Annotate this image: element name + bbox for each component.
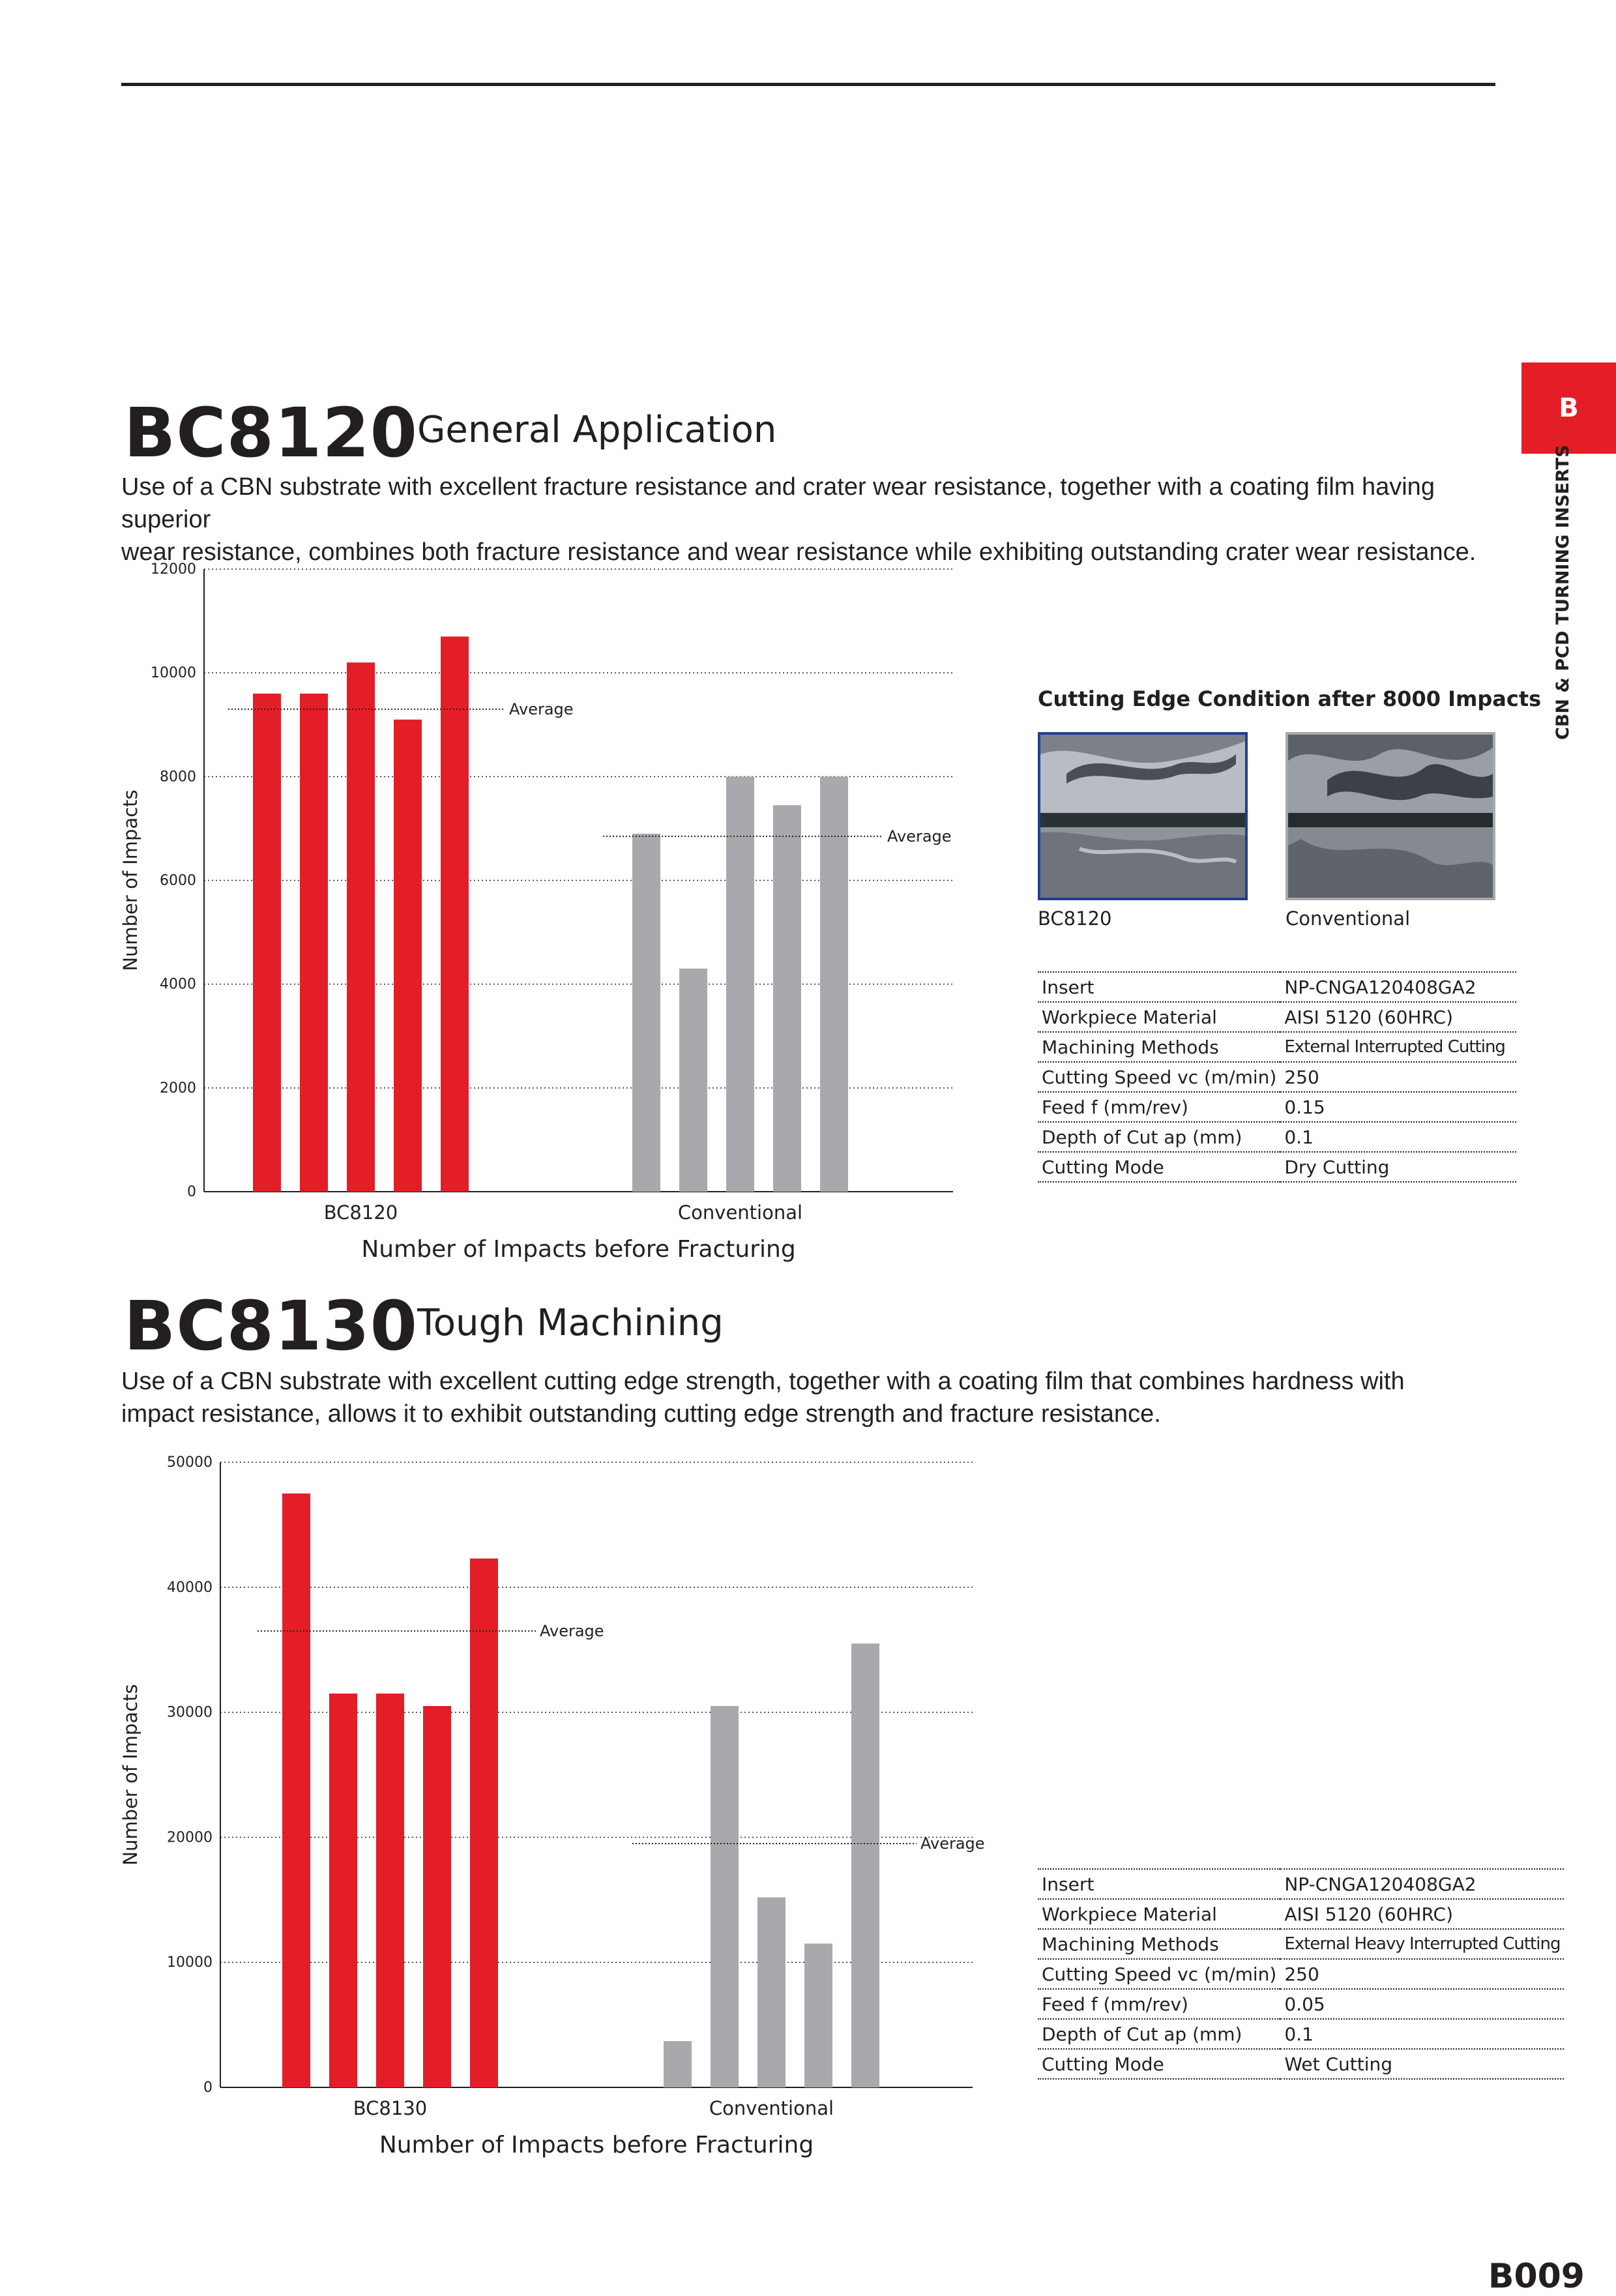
description-bc8130: [121, 1365, 1510, 1430]
bar-bc8130: [423, 1706, 451, 2087]
section-tab-b[interactable]: B: [1521, 362, 1616, 454]
bar-bc8120: [347, 662, 375, 1192]
average-label: Average: [540, 1621, 604, 1640]
x-category-label: Conventional: [677, 1201, 803, 1224]
table-row: Depth of Cut ap (mm) 0.1: [1038, 1122, 1516, 1152]
table-row: Machining Methods External Heavy Interrupted Cutting: [1038, 1929, 1564, 1959]
description-line: impact resistance, allows it to exhibit outstanding cutting edge strength and fracture resistance.: [121, 1400, 1161, 1428]
bar-conventional: [820, 776, 848, 1192]
table-row: Depth of Cut ap (mm) 0.1: [1038, 2019, 1564, 2049]
table-row: Workpiece Material AISI 5120 (60HRC): [1038, 1002, 1516, 1032]
impacts-chart-bc8120: [111, 554, 971, 1271]
cutting-edge-caption: Cutting Edge Condition after 8000 Impacts: [1038, 686, 1542, 711]
y-tick-label: 8000: [160, 769, 196, 786]
bar-conventional: [773, 805, 801, 1192]
y-axis-title: Number of Impacts: [119, 789, 141, 971]
x-category-label: BC8120: [323, 1201, 398, 1224]
x-axis-title: Number of Impacts before Fracturing: [379, 2132, 814, 2158]
bar-conventional: [726, 776, 754, 1192]
table-row: Insert NP-CNGA120408GA2: [1038, 972, 1516, 1002]
y-tick-label: 30000: [167, 1704, 213, 1721]
top-rule: [121, 83, 1495, 86]
bar-conventional: [851, 1643, 879, 2087]
y-tick-label: 10000: [167, 1954, 213, 1971]
bar-bc8120: [300, 694, 328, 1192]
table-row: Feed f (mm/rev) 0.15: [1038, 1092, 1516, 1122]
bar-conventional: [664, 2041, 692, 2087]
page-number: B009: [1488, 2257, 1585, 2296]
photo-label-conventional: Conventional: [1285, 907, 1411, 930]
section-tab-label: CBN & PCD TURNING INSERTS: [1553, 445, 1573, 740]
impacts-chart-bc8130: [111, 1449, 991, 2172]
y-tick-label: 40000: [167, 1579, 213, 1596]
cutting-conditions-table-bc8120: [1038, 971, 1516, 1183]
description-line: wear resistance, combines both fracture resistance and wear resistance while exhibiting outstanding crater wear resistance.: [121, 538, 1476, 566]
y-tick-label: 6000: [160, 872, 196, 889]
product-title-bc8120: BC8120: [124, 393, 419, 473]
x-category-label: Conventional: [709, 2097, 834, 2119]
table-row: Cutting Speed vc (m/min) 250: [1038, 1062, 1516, 1092]
x-axis-title: Number of Impacts before Fracturing: [361, 1236, 796, 1263]
bar-conventional: [757, 1897, 786, 2087]
bar-conventional: [632, 834, 660, 1192]
description-line: Use of a CBN substrate with excellent cutting edge strength, together with a coating film that combines hardness with: [121, 1368, 1405, 1395]
table-row: Workpiece Material AISI 5120 (60HRC): [1038, 1899, 1564, 1929]
y-tick-label: 20000: [167, 1829, 213, 1846]
product-title-bc8130: BC8130: [124, 1286, 419, 1366]
table-row: Cutting Mode Dry Cutting: [1038, 1152, 1516, 1182]
y-tick-label: 0: [203, 2080, 213, 2096]
product-subtitle-bc8130: Tough Machining: [417, 1302, 724, 1344]
bar-bc8130: [470, 1559, 498, 2087]
average-label: Average: [887, 827, 952, 846]
average-label: Average: [509, 699, 574, 718]
bar-bc8130: [376, 1694, 404, 2087]
table-row: Machining Methods External Interrupted Cutting: [1038, 1032, 1516, 1062]
cutting-conditions-table-bc8130: [1038, 1868, 1564, 2080]
photo-conventional-edge: [1285, 732, 1495, 900]
average-label: Average: [920, 1834, 985, 1853]
y-tick-label: 50000: [167, 1454, 213, 1471]
y-tick-label: 10000: [151, 665, 196, 682]
photo-bc8120-edge: [1038, 732, 1248, 900]
y-tick-label: 2000: [160, 1080, 196, 1096]
bar-bc8120: [394, 720, 422, 1192]
bar-conventional: [804, 1943, 832, 2087]
table-row: Cutting Speed vc (m/min) 250: [1038, 1959, 1564, 1989]
description-line: Use of a CBN substrate with excellent fracture resistance and crater wear resistance, together with a coating film having superior: [121, 473, 1435, 533]
y-tick-label: 12000: [151, 561, 196, 578]
x-category-label: BC8130: [353, 2097, 428, 2119]
bar-bc8130: [282, 1494, 310, 2087]
table-row: Feed f (mm/rev) 0.05: [1038, 1989, 1564, 2019]
bar-bc8120: [253, 694, 281, 1192]
bar-bc8130: [329, 1694, 357, 2087]
bar-conventional: [711, 1706, 739, 2087]
y-axis-title: Number of Impacts: [119, 1684, 141, 1866]
table-row: Cutting Mode Wet Cutting: [1038, 2049, 1564, 2079]
photo-label-bc8120: BC8120: [1038, 907, 1112, 930]
bar-bc8120: [441, 636, 469, 1192]
product-subtitle-bc8120: General Application: [417, 409, 777, 451]
y-tick-label: 0: [187, 1184, 196, 1200]
bar-conventional: [679, 969, 707, 1192]
table-row: Insert NP-CNGA120408GA2: [1038, 1869, 1564, 1899]
y-tick-label: 4000: [160, 976, 196, 993]
